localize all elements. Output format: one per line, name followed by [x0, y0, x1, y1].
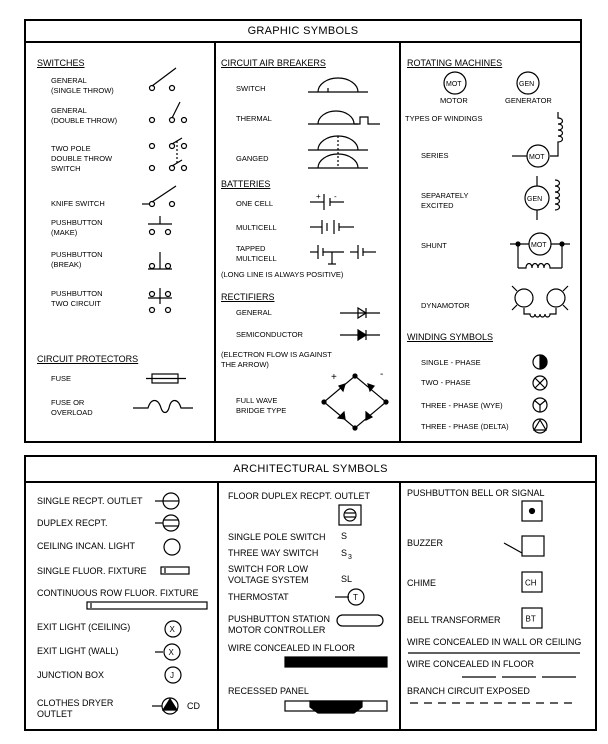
motor-label: MOTOR [440, 96, 468, 105]
three-phase-wye-icon [531, 396, 549, 414]
pushbutton-station-label: PUSHBUTTON STATION MOTOR CONTROLLER [228, 614, 331, 635]
duplex-recpt-label: DUPLEX RECPT. [37, 518, 108, 528]
wire-concealed-floor-label: WIRE CONCEALED IN FLOOR [228, 643, 356, 653]
dryer-cd-label: CD [187, 701, 200, 711]
two-phase-label: TWO - PHASE [421, 378, 471, 387]
fuse-overload-label: FUSE OR OVERLOAD [51, 398, 93, 417]
exit-ceiling-icon [163, 619, 183, 639]
svg-text:+: + [316, 192, 321, 201]
single-fluor-fixture-label: SINGLE FLUOR. FIXTURE [37, 566, 147, 576]
shunt-label: SHUNT [421, 241, 447, 250]
three-phase-delta-icon [531, 417, 549, 435]
wire-wall-ceiling-icon [406, 651, 582, 655]
single-pole-s: S [341, 531, 348, 541]
separately-gen-text: GEN [527, 196, 543, 203]
separately-excited-label: SEPARATELY EXCITED [421, 191, 469, 210]
series-winding-icon [510, 110, 570, 170]
single-fluor-icon [160, 566, 190, 576]
arch-col-divider-1 [217, 481, 219, 731]
pushbutton-two-circuit-icon [146, 286, 186, 316]
wire-concealed-floor-col3-label: WIRE CONCEALED IN FLOOR [407, 659, 535, 669]
clothes-dryer-label: CLOTHES DRYER OUTLET [37, 698, 114, 719]
exit-ceiling-x: X [169, 625, 175, 634]
junction-box-icon [163, 665, 183, 685]
shunt-mot-text: MOT [531, 242, 547, 249]
fuse-label: FUSE [51, 374, 72, 383]
multicell-battery-icon [310, 218, 360, 236]
wire-concealed-floor-icon [284, 656, 388, 668]
recessed-panel-icon [284, 698, 388, 716]
floor-duplex-icon [338, 504, 362, 526]
ceiling-light-icon [162, 537, 182, 557]
two-pole-label: TWO POLE DOUBLE THROW SWITCH [51, 144, 113, 173]
circuit-protectors-heading: CIRCUIT PROTECTORS [37, 354, 139, 364]
generator-gen-text: GEN [519, 81, 535, 88]
graphic-title-divider [24, 41, 582, 43]
single-phase-label: SINGLE - PHASE [421, 358, 481, 367]
types-of-windings-label: TYPES OF WINDINGS [405, 114, 483, 123]
low-voltage-sl: SL [341, 574, 353, 584]
bridge-plus: + [331, 372, 337, 383]
motor-icon [442, 70, 468, 96]
tapped-multicell-label: TAPPED MULTICELL [236, 244, 277, 263]
continuous-fluor-label: CONTINUOUS ROW FLUOR. FIXTURE [37, 588, 199, 598]
ceiling-incan-light-label: CEILING INCAN. LIGHT [37, 541, 136, 551]
single-outlet-icon [155, 491, 185, 511]
arch-col-divider-2 [399, 481, 401, 731]
architectural-symbols-title: ARCHITECTURAL SYMBOLS [233, 463, 388, 475]
switches-heading: SWITCHES [37, 58, 85, 68]
exit-wall-x: X [168, 648, 174, 657]
breaker-thermal-label: THERMAL [236, 114, 272, 123]
bridge-minus: - [380, 369, 384, 380]
arch-title-divider [24, 481, 597, 483]
exit-wall-label: EXIT LIGHT (WALL) [37, 646, 119, 656]
rotating-machines-heading: ROTATING MACHINES [407, 58, 503, 68]
duplex-outlet-icon [155, 513, 185, 533]
wire-floor-dashed-icon [460, 675, 578, 679]
low-voltage-switch-label: SWITCH FOR LOW VOLTAGE SYSTEM [228, 564, 309, 585]
breaker-ganged-label: GANGED [236, 154, 269, 163]
one-cell-label: ONE CELL [236, 199, 274, 208]
tapped-multicell-icon [310, 244, 380, 266]
chime-ch-text: CH [525, 578, 537, 588]
pushbutton-station-icon [336, 614, 386, 628]
series-label: SERIES [421, 151, 449, 160]
graphic-col-divider-2 [399, 41, 401, 443]
single-recpt-outlet-label: SINGLE RECPT. OUTLET [37, 496, 143, 506]
two-pole-switch-icon [146, 136, 196, 176]
pushbutton-make-label: PUSHBUTTON (MAKE) [51, 218, 103, 237]
circuit-air-breakers-heading: CIRCUIT AIR BREAKERS [221, 58, 326, 68]
junction-j: J [170, 671, 174, 680]
series-mot-text: MOT [529, 154, 545, 161]
thermostat-icon [335, 587, 367, 607]
rectifier-general-label: GENERAL [236, 308, 272, 317]
breaker-switch-icon [308, 74, 368, 94]
generator-label: GENERATOR [505, 96, 552, 105]
recessed-panel-label: RECESSED PANEL [228, 686, 309, 696]
breaker-switch-label: SWITCH [236, 84, 266, 93]
three-phase-wye-label: THREE - PHASE (WYE) [421, 401, 503, 410]
svg-text:-: - [334, 192, 337, 201]
rectifier-semiconductor-label: SEMICONDUCTOR [236, 330, 303, 339]
generator-icon [515, 70, 541, 96]
motor-mot-text: MOT [446, 81, 462, 88]
chime-icon [521, 571, 545, 595]
three-way-s: S [341, 548, 348, 558]
knife-switch-label: KNIFE SWITCH [51, 199, 105, 208]
bell-transformer-icon [521, 607, 545, 631]
three-way-switch-label: THREE WAY SWITCH [228, 548, 319, 558]
fuse-icon [146, 372, 186, 386]
one-cell-battery-icon [310, 192, 350, 210]
pushbutton-make-icon [146, 214, 186, 238]
three-phase-delta-label: THREE - PHASE (DELTA) [421, 422, 509, 431]
two-phase-icon [531, 374, 549, 392]
rectifier-note: (ELECTRON FLOW IS AGAINST THE ARROW) [221, 350, 332, 369]
winding-symbols-heading: WINDING SYMBOLS [407, 332, 494, 342]
bridge-label: FULL WAVE BRIDGE TYPE [236, 396, 287, 415]
buzzer-icon [502, 535, 546, 559]
continuous-fluor-icon [86, 601, 208, 611]
general-double-label: GENERAL (DOUBLE THROW) [51, 106, 118, 125]
knife-switch-icon [140, 184, 185, 208]
bell-transformer-label: BELL TRANSFORMER [407, 615, 501, 625]
overload-icon [133, 398, 193, 418]
thermostat-t: T [353, 593, 358, 602]
pushbutton-two-circuit-label: PUSHBUTTON TWO CIRCUIT [51, 289, 103, 308]
single-phase-icon [531, 353, 549, 371]
three-way-sub: 3 [348, 554, 352, 561]
graphic-col-divider-1 [214, 41, 216, 443]
batteries-note: (LONG LINE IS ALWAYS POSITIVE) [221, 270, 344, 279]
batteries-heading: BATTERIES [221, 179, 271, 189]
bell-transformer-bt-text: BT [525, 614, 536, 624]
dynamotor-icon [510, 284, 574, 324]
pushbutton-break-label: PUSHBUTTON (BREAK) [51, 250, 103, 269]
junction-box-label: JUNCTION BOX [37, 670, 105, 680]
floor-duplex-label: FLOOR DUPLEX RECPT. OUTLET [228, 491, 371, 501]
pushbutton-bell-icon [521, 500, 545, 524]
single-throw-switch-icon [146, 64, 186, 94]
rectifier-semiconductor-icon [340, 328, 380, 342]
double-throw-switch-icon [146, 96, 191, 126]
exit-wall-icon [155, 642, 185, 662]
single-pole-switch-label: SINGLE POLE SWITCH [228, 532, 326, 542]
rectifiers-heading: RECTIFIERS [221, 292, 275, 302]
shunt-winding-icon [510, 228, 570, 274]
breaker-ganged-icon [308, 134, 368, 170]
pushbutton-break-icon [146, 250, 186, 274]
wire-wall-ceiling-label: WIRE CONCEALED IN WALL OR CEILING [407, 637, 582, 647]
multicell-label: MULTICELL [236, 223, 277, 232]
breaker-thermal-icon [308, 104, 380, 126]
buzzer-label: BUZZER [407, 538, 443, 548]
rectifier-general-icon [340, 306, 380, 320]
dryer-outlet-icon [152, 696, 182, 716]
branch-circuit-exposed-label: BRANCH CIRCUIT EXPOSED [407, 686, 530, 696]
chime-label: CHIME [407, 578, 436, 588]
general-single-label: GENERAL (SINGLE THROW) [51, 76, 114, 95]
thermostat-label: THERMOSTAT [228, 592, 289, 602]
graphic-symbols-title: GRAPHIC SYMBOLS [247, 25, 359, 37]
branch-circuit-exposed-icon [408, 701, 580, 705]
separately-excited-icon [515, 176, 565, 220]
exit-ceiling-label: EXIT LIGHT (CEILING) [37, 622, 131, 632]
dynamotor-label: DYNAMOTOR [421, 301, 470, 310]
pushbutton-bell-label: PUSHBUTTON BELL OR SIGNAL [407, 488, 545, 498]
